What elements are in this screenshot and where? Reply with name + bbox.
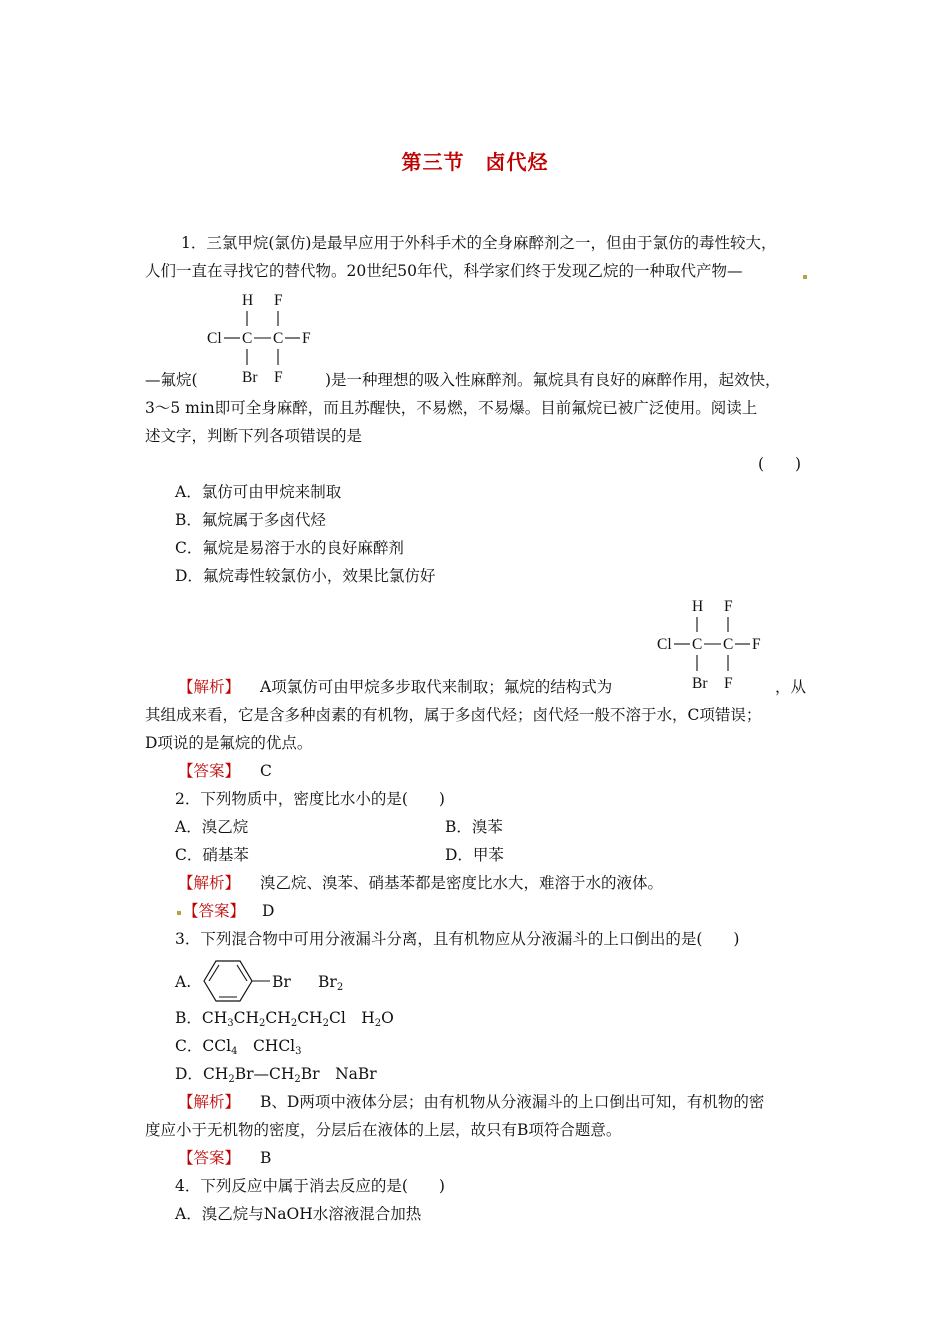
q3-option-d: D．$CH_2Br—CH_2Br$ NaBr [175, 1065, 377, 1085]
q2-answer: D [262, 902, 275, 920]
q3-option-c: C．CCl$_4$ CHCl$_3$ [175, 1037, 302, 1057]
q2-stem: 2．下列物质中，密度比水小的是( ) [175, 790, 445, 808]
q2-option-c: C．硝基苯 [175, 846, 249, 864]
answer-tag: 【答案】 [178, 1149, 241, 1167]
page-title: 第三节 卤代烃 [401, 150, 549, 174]
q2-option-d: D．甲苯 [445, 846, 504, 864]
q1-analysis-1: A项氯仿可由甲烷多步取代来制取；氟烷的结构式为 [260, 678, 613, 696]
analysis-tag: 【解析】 [178, 678, 241, 696]
q3-option-a-label: A. [175, 973, 192, 991]
q1-line-2: 人们一直在寻找它的替代物。20世纪50年代，科学家们终于发现乙烷的一种取代产物— [145, 262, 743, 280]
analysis-tag: 【解析】 [178, 874, 241, 892]
structure-f-top: F [274, 292, 283, 309]
q3-option-b: B．$CH_3CH_2CH_2CH_2Cl$ $H_2O$ [175, 1009, 394, 1029]
structure-c1: C [692, 636, 703, 653]
q1-answer: C [260, 762, 272, 780]
halothane-structure [200, 290, 320, 385]
q3-analysis-2: 度应小于无机物的密度，分层后在液体的上层，故只有B项符合题意。 [145, 1121, 622, 1139]
q1-line-5: 述文字，判断下列各项错误的是 [145, 427, 363, 445]
structure-f-right: F [302, 330, 311, 347]
q1-option-a: A．氯仿可由甲烷来制取 [175, 483, 342, 501]
q1-line-3-post: )是一种理想的吸入性麻醉剂。氟烷具有良好的麻醉作用，起效快， [325, 371, 781, 389]
q1-analysis-2: 其组成来看，它是含多种卤素的有机物，属于多卤代烃；卤代烃一般不溶于水，C项错误； [145, 706, 762, 724]
structure-c2: C [723, 636, 734, 653]
benzene-ring-icon [200, 958, 270, 1004]
q3-option-a-br2: $Br_2$ [318, 973, 344, 993]
q2-option-a: A．溴乙烷 [175, 818, 249, 836]
halothane-structure-analysis [650, 596, 770, 691]
structure-h: H [242, 292, 254, 309]
q3-stem: 3．下列混合物中可用分液漏斗分离，且有机物应从分液漏斗的上口倒出的是( ) [175, 930, 740, 948]
structure-f-bottom: F [724, 675, 733, 691]
margin-mark [803, 275, 807, 279]
q3-analysis-1: B、D两项中液体分层；由有机物从分液漏斗的上口倒出可知，有机物的密 [260, 1093, 765, 1111]
structure-h: H [692, 598, 704, 615]
margin-mark [177, 911, 181, 915]
answer-bracket: ( ) [758, 455, 802, 473]
answer-tag: 【答案】 [178, 762, 241, 780]
q1-line-3-pre: —氟烷( [145, 371, 198, 389]
q1-option-b: B．氟烷属于多卤代烃 [175, 511, 326, 529]
q4-option-a: A．溴乙烷与NaOH水溶液混合加热 [175, 1205, 422, 1223]
q1-line-1: 1．三氯甲烷(氯仿)是最早应用于外科手术的全身麻醉剂之一，但由于氯仿的毒性较大， [181, 234, 777, 252]
q1-option-d: D．氟烷毒性较氯仿小，效果比氯仿好 [175, 567, 436, 585]
structure-cl: Cl [657, 636, 672, 653]
q3-option-a-br: Br [272, 973, 291, 991]
structure-br: Br [692, 675, 708, 691]
structure-br: Br [242, 369, 258, 385]
structure-cl: Cl [207, 330, 222, 347]
q1-line-4: 3～5 min即可全身麻醉，而且苏醒快，不易燃，不易爆。目前氟烷已被广泛使用。阅读上 [145, 399, 758, 417]
structure-c1: C [242, 330, 253, 347]
q3-answer: B [260, 1149, 272, 1167]
q2-option-b: B．溴苯 [445, 818, 503, 836]
structure-f-right: F [752, 636, 761, 653]
q1-option-c: C．氟烷是易溶于水的良好麻醉剂 [175, 539, 404, 557]
q2-analysis: 溴乙烷、溴苯、硝基苯都是密度比水大，难溶于水的液体。 [260, 874, 664, 892]
q1-analysis-1b: ，从 [775, 678, 807, 696]
q1-analysis-3: D项说的是氟烷的优点。 [145, 734, 313, 752]
structure-f-bottom: F [274, 369, 283, 385]
structure-f-top: F [724, 598, 733, 615]
answer-tag: 【答案】 [183, 902, 246, 920]
structure-c2: C [273, 330, 284, 347]
analysis-tag: 【解析】 [178, 1093, 241, 1111]
q4-stem: 4．下列反应中属于消去反应的是( ) [175, 1177, 445, 1195]
